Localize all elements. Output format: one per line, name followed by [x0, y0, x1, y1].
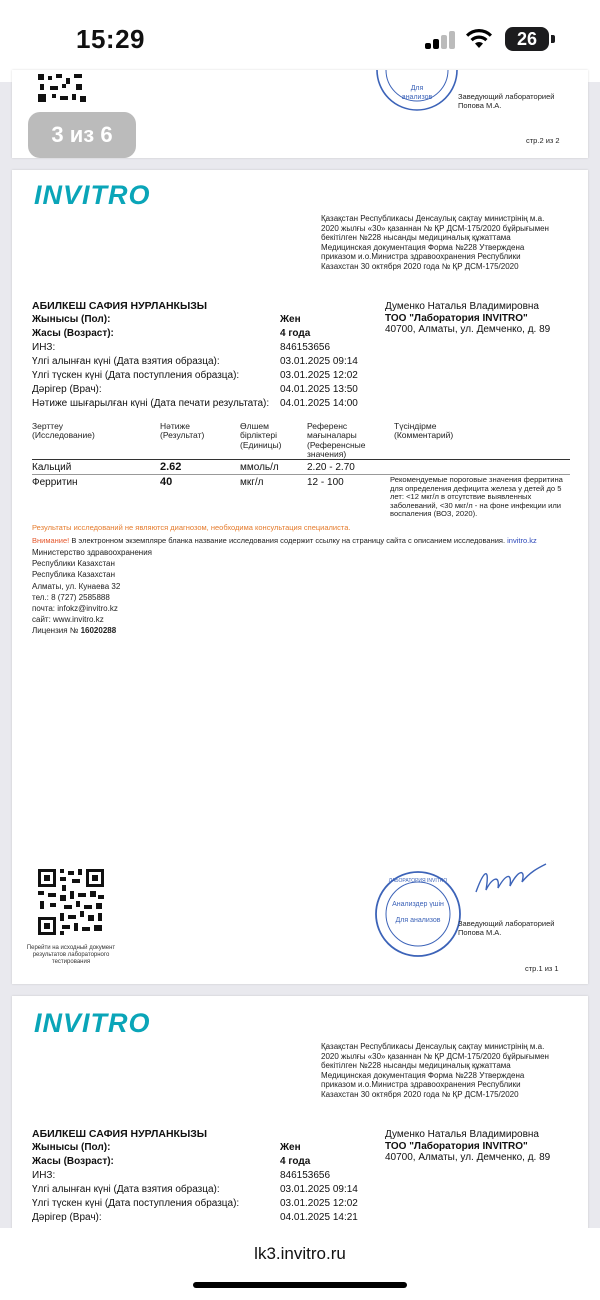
field-label: Жынысы (Пол): [32, 1142, 111, 1153]
head-lab-title: Заведующий лабораторией [458, 92, 555, 101]
field-label: Нәтиже шығарылған күні (Дата печати результата): [32, 398, 270, 409]
cell-comment: Рекомендуемые пороговые значения ферритина для определения дефицита железа у детей до 5 лет: <12 мкг/л в отсутствие выявленных заболеваний, <30 мкг/л - на фоне инфекции или воспаления (ВОЗ, 2020). [390, 475, 563, 519]
address-bar-url[interactable]: lk3.invitro.ru [254, 1244, 346, 1263]
head-lab-name: Попова М.А. [458, 101, 502, 110]
clock: 15:29 [76, 24, 145, 54]
field-value: 04.01.2025 14:00 [280, 398, 358, 409]
svg-text:анализов: анализов [401, 94, 433, 101]
address-line: почта: infokz@invitro.kz [32, 604, 118, 614]
patient-name: АБИЛКЕШ САФИЯ НУРЛАНКЫЗЫ [32, 1128, 208, 1140]
home-indicator[interactable] [193, 1282, 407, 1288]
head-lab-name: Попова М.А. [458, 928, 502, 937]
field-label: Үлгі алынған күні (Дата взятия образца): [32, 356, 220, 367]
field-value: 03.01.2025 12:02 [280, 1198, 358, 1209]
field-value: 03.01.2025 09:14 [280, 356, 358, 367]
legal-notice [321, 214, 581, 272]
battery-tip [551, 35, 555, 43]
page-number: стр.1 из 1 [525, 964, 559, 973]
field-value: 04.01.2025 14:21 [280, 1212, 358, 1223]
qr-code-icon [36, 72, 88, 104]
table-divider [32, 459, 570, 460]
field-value: 03.01.2025 12:02 [280, 370, 358, 381]
field-label: Үлгі түскен күні (Дата поступления образца): [32, 1198, 240, 1209]
notice-text: В электронном экземпляре бланка название исследования содержит ссылку на страницу сайта с описанием исследования. [69, 536, 506, 545]
col-header-reference: Референс мағыналары (Референсные значения) [307, 421, 366, 460]
head-of-lab-signature-block [458, 919, 554, 937]
address-line: Республики Казахстан [32, 559, 115, 569]
legal-line: Казахстан 30 октября 2020 года № ҚР ДСМ-175/2020 [321, 1089, 519, 1099]
lab-org: ТОО "Лаборатория INVITRO" [385, 1140, 528, 1152]
address-line: Республика Казахстан [32, 570, 116, 580]
field-value: 846153656 [280, 1170, 331, 1181]
license-line [32, 625, 152, 636]
legal-line: Медицинская документация Форма №228 Утверждена [321, 242, 525, 252]
field-label: Дәрігер (Врач): [32, 384, 102, 395]
laboratory-stamp-icon [372, 868, 464, 960]
cell-unit: мкг/л [240, 477, 264, 488]
invitro-logo: INVITRO [34, 1008, 151, 1038]
cell-result: 2.62 [160, 461, 182, 473]
doctor-name: Думенко Наталья Владимировна [385, 1129, 539, 1140]
qr-code-icon[interactable] [36, 867, 106, 937]
head-lab-title: Заведующий лабораторией [458, 919, 555, 928]
legal-line: Казахстан 30 октября 2020 года № ҚР ДСМ-175/2020 [321, 261, 519, 271]
field-label: Жасы (Возраст): [32, 1156, 114, 1167]
cell-reference: 12 - 100 [307, 477, 344, 488]
battery-indicator: 26 [505, 27, 549, 51]
head-of-lab-signature-block [458, 92, 554, 110]
doctor-info [385, 1129, 565, 1164]
doctor-name: Думенко Наталья Владимировна [385, 301, 539, 312]
field-value: Жен [280, 314, 301, 325]
svg-text:ЛАБОРАТОРИЯ INVITRO: ЛАБОРАТОРИЯ INVITRO [388, 878, 448, 884]
legal-line: 2020 жылғы «30» қазаннан № ҚР ДСМ-175/2020 бұйрығымен [321, 1051, 549, 1061]
invitro-logo: INVITRO [34, 180, 151, 210]
page-indicator: 3 из 6 [28, 112, 136, 158]
legal-line: бекітілген №228 нысанды медициналық құжаттама [321, 233, 511, 243]
svg-text:Для: Для [410, 85, 424, 92]
lab-address: 40700, Алматы, ул. Демченко, д. 89 [385, 324, 551, 336]
field-label: Дәрігер (Врач): [32, 1212, 102, 1223]
field-label: Жасы (Возраст): [32, 328, 114, 339]
lab-org: ТОО "Лаборатория INVITRO" [385, 312, 528, 324]
wifi-icon [465, 28, 493, 50]
field-value: 03.01.2025 09:14 [280, 1184, 358, 1195]
license-label: Лицензия № [32, 626, 81, 636]
field-value: 04.01.2025 13:50 [280, 384, 358, 395]
field-label: Үлгі түскен күні (Дата поступления образца): [32, 370, 240, 381]
browser-bottom-bar [0, 1228, 600, 1300]
electronic-copy-notice [32, 536, 537, 545]
license-number: 16020288 [80, 626, 117, 636]
field-value: Жен [280, 1142, 301, 1153]
col-header-comment: Түсіндірме (Комментарий) [394, 421, 454, 441]
address-line: тел.: 8 (727) 2585888 [32, 592, 110, 602]
field-label: Жынысы (Пол): [32, 314, 111, 325]
field-value: 4 года [280, 328, 311, 339]
field-value: 846153656 [280, 342, 331, 353]
cell-test: Кальций [32, 462, 72, 473]
col-header-test: Зерттеу (Исследование) [32, 421, 95, 441]
cell-test: Ферритин [32, 477, 78, 488]
legal-line: Медицинская документация Форма №228 Утверждена [321, 1070, 525, 1080]
legal-notice [321, 1042, 581, 1100]
cell-unit: ммоль/л [240, 462, 279, 473]
laboratory-stamp-icon [372, 70, 462, 142]
stamp-text: Анализдер үшін [392, 901, 444, 908]
cell-reference: 2.20 - 2.70 [307, 462, 355, 473]
address-line: Министерство здравоохранения [32, 548, 152, 557]
field-label: ИНЗ: [32, 1170, 56, 1181]
field-label: ИНЗ: [32, 342, 56, 353]
stamp-subtext: Для анализов [395, 917, 441, 924]
legal-line: приказом и.о.Министра здравоохранения Республики [321, 1080, 521, 1090]
signature-icon [472, 860, 552, 900]
attention-label: Внимание! [32, 536, 70, 545]
field-label: Үлгі алынған күні (Дата взятия образца): [32, 1184, 220, 1195]
cell-result: 40 [160, 476, 173, 488]
address-line: сайт: www.invitro.kz [32, 615, 104, 625]
disclaimer-text: Результаты исследований не являются диагнозом, необходима консультация специалиста. [32, 523, 351, 532]
legal-line: приказом и.о.Министра здравоохранения Республики [321, 252, 521, 262]
lab-address: 40700, Алматы, ул. Демченко, д. 89 [385, 1152, 551, 1164]
invitro-link[interactable]: invitro.kz [507, 536, 537, 545]
qr-caption: Перейти на исходный документ результатов лабораторного тестирования [26, 945, 116, 965]
field-value: 4 года [280, 1156, 311, 1167]
legal-line: 2020 жылғы «30» қазаннан № ҚР ДСМ-175/2020 бұйрығымен [321, 223, 549, 233]
col-header-unit: Өлшем бірліктері (Единицы) [240, 421, 282, 450]
legal-line: бекітілген №228 нысанды медициналық құжаттама [321, 1061, 511, 1071]
document-page-next [12, 996, 588, 1236]
address-line: Алматы, ул. Кунаева 32 [32, 581, 121, 591]
page-number: стр.2 из 2 [526, 136, 560, 145]
col-header-result: Нәтиже (Результат) [160, 421, 205, 441]
document-page-main [12, 170, 588, 984]
legal-line: Қазақстан Республикасы Денсаулық сақтау министрінің м.а. [321, 214, 545, 223]
doctor-info [385, 301, 565, 336]
lab-address-block [32, 547, 152, 637]
legal-line: Қазақстан Республикасы Денсаулық сақтау министрінің м.а. [321, 1042, 545, 1051]
cellular-signal-icon [425, 31, 457, 49]
patient-name: АБИЛКЕШ САФИЯ НУРЛАНКЫЗЫ [32, 300, 208, 312]
